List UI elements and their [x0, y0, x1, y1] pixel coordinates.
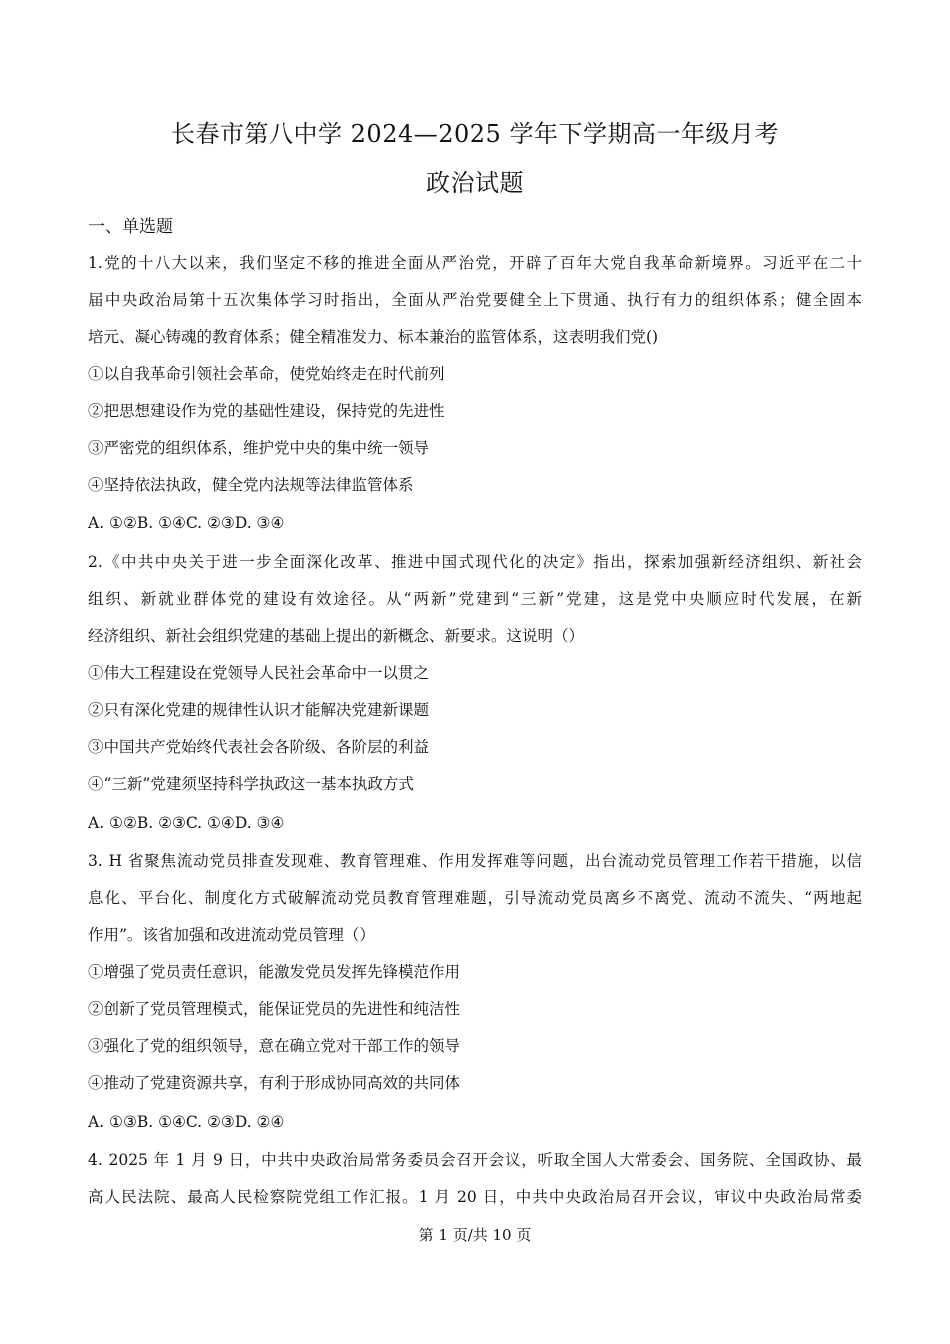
- question-3-item: ③强化了党的组织领导，意在确立党对干部工作的领导: [88, 1037, 461, 1055]
- question-1-options: A. ①②B. ①④C. ②③D. ③④: [88, 514, 285, 532]
- exam-subject-title: 政治试题: [426, 169, 524, 197]
- section-heading: 一、单选题: [88, 217, 173, 237]
- question-4-stem-line: 4. 2025 年 1 月 9 日，中共中央政治局常务委员会召开会议，听取全国人大常委会、国务院、全国政协、最: [88, 1151, 862, 1169]
- question-3-stem-line: 3. H 省聚焦流动党员排查发现难、教育管理难、作用发挥难等问题，出台流动党员管理工作若干措施，以信: [88, 852, 862, 870]
- question-1-item: ④坚持依法执政，健全党内法规等法律监管体系: [88, 476, 414, 494]
- question-2-item: ②只有深化党建的规律性认识才能解决党建新课题: [88, 701, 430, 719]
- question-2-options: A. ①②B. ②③C. ①④D. ③④: [88, 814, 285, 832]
- exam-title: 长春市第八中学 2024—2025 学年下学期高一年级月考: [171, 120, 779, 148]
- question-1-item: ②把思想建设作为党的基础性建设，保持党的先进性: [88, 402, 445, 420]
- question-2-item: ①伟大工程建设在党领导人民社会革命中一以贯之: [88, 664, 430, 682]
- question-3-item: ④推动了党建资源共享，有利于形成协同高效的共同体: [88, 1074, 461, 1092]
- question-1-stem-line: 1.党的十八大以来，我们坚定不移的推进全面从严治党，开辟了百年大党自我革命新境界。习近平在二十: [88, 254, 862, 272]
- question-3-stem-line: 息化、平台化、制度化方式破解流动党员教育管理难题，引导流动党员离乡不离党、流动不流失、“两地起: [88, 889, 862, 907]
- question-1-stem-line: 培元、凝心铸魂的教育体系；健全精准发力、标本兼治的监管体系，这表明我们党(): [88, 328, 659, 346]
- question-2-stem-line: 经济组织、新社会组织党建的基础上提出的新概念、新要求。这说明（）: [88, 627, 585, 645]
- question-4-stem-line: 高人民法院、最高人民检察院党组工作汇报。1 月 20 日，中共中央政治局召开会议，审议中央政治局常委: [88, 1188, 862, 1206]
- question-1-item: ③严密党的组织体系，维护党中央的集中统一领导: [88, 439, 430, 457]
- question-1-item: ①以自我革命引领社会革命，使党始终走在时代前列: [88, 365, 445, 383]
- question-1-stem-line: 届中央政治局第十五次集体学习时指出，全面从严治党要健全上下贯通、执行有力的组织体系；健全固本: [88, 291, 862, 309]
- question-2-stem-line: 2.《中共中央关于进一步全面深化改革、推进中国式现代化的决定》指出，探索加强新经济组织、新社会: [88, 553, 862, 571]
- question-3-stem-line: 作用”。该省加强和改进流动党员管理（）: [88, 926, 375, 944]
- question-2-stem-line: 组织、新就业群体党的建设有效途径。从“两新”党建到“三新”党建，这是党中央顺应时代发展，在新: [88, 590, 862, 608]
- question-2-item: ③中国共产党始终代表社会各阶级、各阶层的利益: [88, 738, 430, 756]
- question-3-item: ①增强了党员责任意识，能激发党员发挥先锋模范作用: [88, 963, 461, 981]
- page-number-footer: 第 1 页/共 10 页: [418, 1226, 532, 1244]
- question-2-item: ④“三新”党建须坚持科学执政这一基本执政方式: [88, 775, 414, 793]
- question-3-options: A. ①③B. ①④C. ②③D. ②④: [88, 1113, 285, 1131]
- question-3-item: ②创新了党员管理模式，能保证党员的先进性和纯洁性: [88, 1000, 461, 1018]
